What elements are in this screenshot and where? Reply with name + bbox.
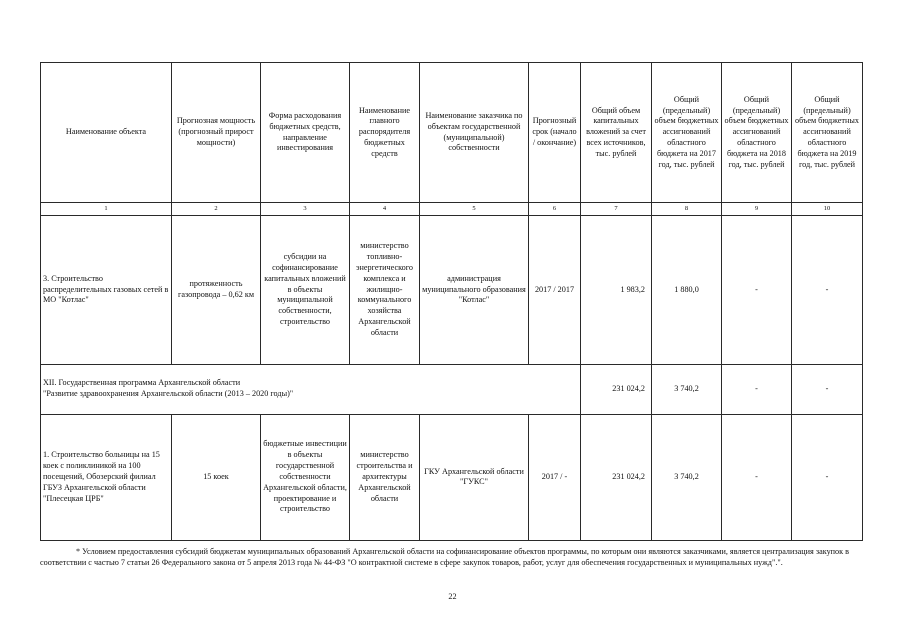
object-name-cell: 1. Строительство больницы на 15 коек с поликлиникой на 100 посещений, Обозерский филиал ГБУЗ Архангельской области "Плесецкая ЦРБ" (41, 414, 172, 540)
total-investment-cell: 1 983,2 (581, 216, 652, 364)
column-number: 7 (581, 203, 652, 216)
section-row-xii (41, 364, 863, 414)
budget-2019-cell: - (792, 216, 863, 364)
customer-cell: ГКУ Архангельской области "ГУКС" (420, 414, 529, 540)
header-cell: Общий (предельный) объем бюджетных ассигнований областного бюджета на 2017 год, тыс. рублей (652, 63, 722, 203)
column-number: 1 (41, 203, 172, 216)
budget-2018-cell: - (722, 364, 792, 414)
table-row-kotlas-gas-network (41, 216, 863, 364)
column-number: 4 (350, 203, 420, 216)
section-title-line: XII. Государственная программа Архангельской области (43, 378, 241, 388)
column-number: 9 (722, 203, 792, 216)
investment-table (40, 62, 863, 541)
customer-cell: администрация муниципального образования "Котлас" (420, 216, 529, 364)
period-cell: 2017 / 2017 (529, 216, 581, 364)
budget-2017-cell: 1 880,0 (652, 216, 722, 364)
funding-form-cell: субсидии на софинансирование капитальных вложений в объекты муниципальной собственности, строительство (261, 216, 350, 364)
budget-2018-cell: - (722, 216, 792, 364)
period-cell: 2017 / - (529, 414, 581, 540)
column-number: 3 (261, 203, 350, 216)
budget-2017-cell: 3 740,2 (652, 414, 722, 540)
column-number: 6 (529, 203, 581, 216)
budget-2018-cell: - (722, 414, 792, 540)
header-cell: Прогнозная мощность (прогнозный прирост мощности) (172, 63, 261, 203)
capacity-cell: 15 коек (172, 414, 261, 540)
header-cell: Общий объем капитальных вложений за счет всех источников, тыс. рублей (581, 63, 652, 203)
header-row (41, 63, 863, 203)
page-number: 22 (448, 592, 457, 601)
total-investment-cell: 231 024,2 (581, 364, 652, 414)
header-cell: Прогнозный срок (начало / окончание) (529, 63, 581, 203)
header-cell: Форма расходования бюджетных средств, направление инвестирования (261, 63, 350, 203)
column-number: 8 (652, 203, 722, 216)
header-cell: Общий (предельный) объем бюджетных ассигнований областного бюджета на 2019 год, тыс. рублей (792, 63, 863, 203)
budget-manager-cell: министерство строительства и архитектуры Архангельской области (350, 414, 420, 540)
budget-manager-cell: министерство топливно-энергетического комплекса и жилищно-коммунального хозяйства Архангельской области (350, 216, 420, 364)
capacity-cell: протяженность газопровода – 0,62 км (172, 216, 261, 364)
section-title-line: "Развитие здравоохранения Архангельской области (2013 – 2020 годы)" (43, 389, 294, 399)
table-row-hospital (41, 414, 863, 540)
column-number: 10 (792, 203, 863, 216)
column-number: 2 (172, 203, 261, 216)
object-name-cell: 3. Строительство распределительных газовых сетей в МО "Котлас" (41, 216, 172, 364)
header-cell: Общий (предельный) объем бюджетных ассигнований областного бюджета на 2018 год, тыс. рублей (722, 63, 792, 203)
funding-form-cell: бюджетные инвестиции в объекты государственной собственности Архангельской области, проектирование и строительство (261, 414, 350, 540)
total-investment-cell: 231 024,2 (581, 414, 652, 540)
budget-2019-cell: - (792, 364, 863, 414)
budget-2017-cell: 3 740,2 (652, 364, 722, 414)
budget-2019-cell: - (792, 414, 863, 540)
header-cell: Наименование объекта (41, 63, 172, 203)
column-number-row (41, 203, 863, 216)
footnote: * Условием предоставления субсидий бюджетам муниципальных образований Архангельской области на софинансирование объектов программы, по которым они являются заказчиками, является централизация закупок в соответствии с частью 7 статьи 26 Федерального закона от 5 апреля 2013 года № 44-ФЗ "О контрактной системе в сфере закупок товаров, работ, услуг для обеспечения государственных и муниципальных нужд".". (40, 547, 850, 568)
section-title-cell (41, 364, 581, 414)
header-cell: Наименование главного распорядителя бюджетных средств (350, 63, 420, 203)
column-number: 5 (420, 203, 529, 216)
header-cell: Наименование заказчика по объектам государственной (муниципальной) собственности (420, 63, 529, 203)
